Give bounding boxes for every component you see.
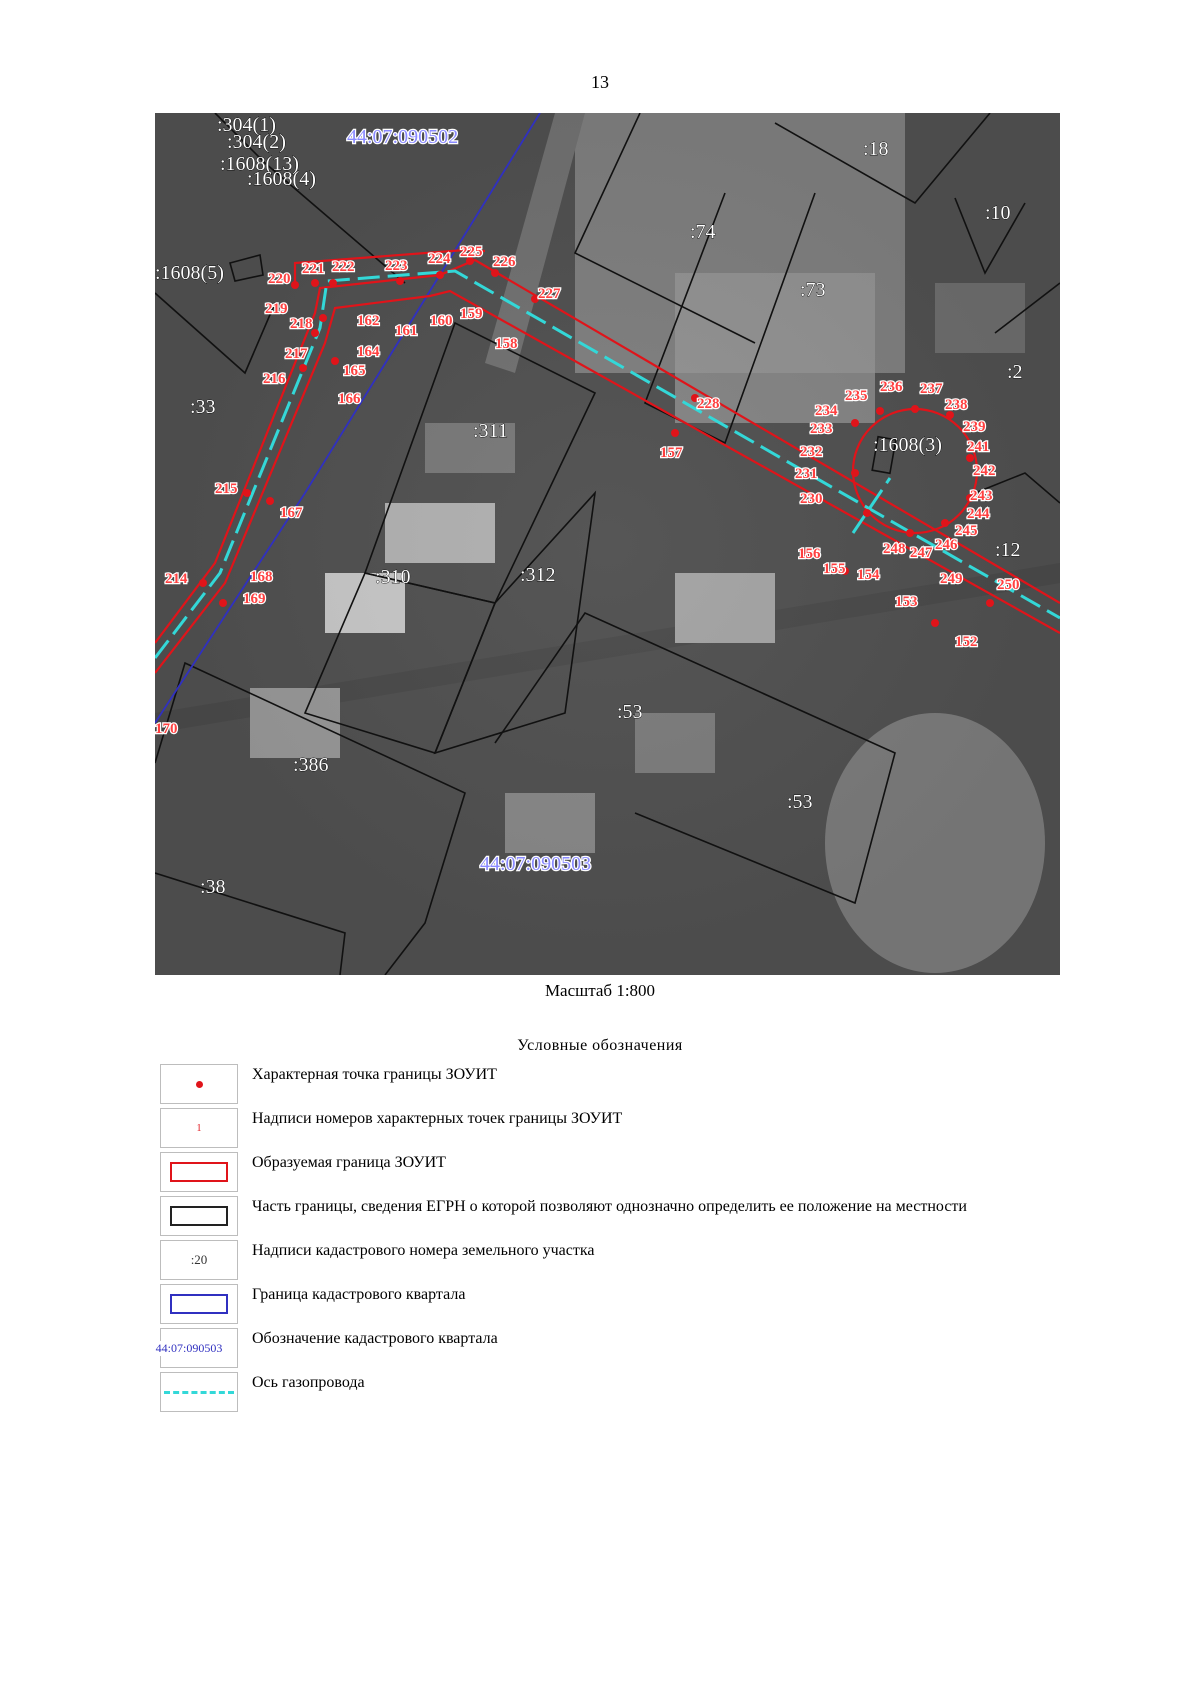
point-marker xyxy=(986,599,994,607)
point-label: 165 xyxy=(343,363,366,379)
legend-symbol-box xyxy=(155,1328,238,1368)
point-marker xyxy=(931,619,939,627)
legend-title: Условные обозначения xyxy=(517,1037,683,1054)
parcel-label: :386 xyxy=(293,754,329,776)
point-label: 221 xyxy=(302,261,325,277)
parcel-label-sample: :20 xyxy=(190,1252,208,1267)
point-label: 227 xyxy=(538,286,561,302)
parcel-label: :74 xyxy=(690,221,716,243)
blue-rect-icon xyxy=(170,1294,228,1314)
point-marker xyxy=(851,469,859,477)
point-label: 220 xyxy=(268,271,291,287)
point-label: 232 xyxy=(800,444,823,460)
point-label: 169 xyxy=(243,591,266,607)
map-scale: Масштаб 1:800 xyxy=(544,981,656,1000)
point-label: 235 xyxy=(845,388,868,404)
point-label: 249 xyxy=(940,571,963,587)
point-label: 156 xyxy=(798,546,821,562)
point-label: 157 xyxy=(660,445,683,461)
parcel-label: :53 xyxy=(617,701,643,723)
point-marker xyxy=(311,279,319,287)
point-label: 219 xyxy=(265,301,288,317)
point-label: 248 xyxy=(883,541,906,557)
parcel-label: :312 xyxy=(520,564,556,586)
point-label: 236 xyxy=(880,379,903,395)
point-label: 155 xyxy=(823,561,846,577)
legend-label: Обозначение кадастрового квартала xyxy=(252,1330,498,1347)
parcel-label: :1608(5) xyxy=(155,262,224,284)
legend-symbol-box xyxy=(160,1064,238,1104)
point-label: 242 xyxy=(973,463,996,479)
legend-item-zone-boundary xyxy=(160,1152,1110,1194)
point-label: 160 xyxy=(430,313,453,329)
point-label: 223 xyxy=(385,258,408,274)
point-label: 222 xyxy=(332,259,355,275)
parcel-label: :33 xyxy=(190,396,216,418)
legend-label: Ось газопровода xyxy=(252,1374,365,1391)
legend-symbol-box xyxy=(160,1372,238,1412)
legend-item-gas-axis xyxy=(160,1372,1110,1414)
point-label: 228 xyxy=(697,396,720,412)
point-label: 166 xyxy=(338,391,361,407)
point-label: 152 xyxy=(955,634,978,650)
point-label: 225 xyxy=(460,244,483,260)
page-number: 13 xyxy=(591,72,609,92)
point-label: 214 xyxy=(165,571,188,587)
parcel-label: :1608(4) xyxy=(247,168,316,190)
point-marker xyxy=(876,407,884,415)
point-label: 216 xyxy=(263,371,286,387)
point-label: 246 xyxy=(935,537,958,553)
point-marker xyxy=(966,454,974,462)
point-label: 237 xyxy=(920,381,943,397)
point-marker xyxy=(396,277,404,285)
parcel-label: :304(2) xyxy=(227,131,286,153)
point-label: 159 xyxy=(460,306,483,322)
point-marker xyxy=(319,314,327,322)
point-label: 245 xyxy=(955,523,978,539)
point-label: 243 xyxy=(970,488,993,504)
legend-symbol-box xyxy=(160,1240,238,1280)
tone-overlay xyxy=(155,113,1060,975)
legend-label: Надписи номеров характерных точек границы ЗОУИТ xyxy=(252,1110,623,1127)
legend-symbol-box xyxy=(160,1284,238,1324)
legend-item-egrn-boundary xyxy=(160,1196,1110,1238)
point-label: 170 xyxy=(155,721,178,737)
legend-symbol-box xyxy=(160,1108,238,1148)
point-marker xyxy=(906,529,914,537)
parcel-label: :38 xyxy=(200,876,226,898)
legend-symbol-box xyxy=(160,1196,238,1236)
point-label: 218 xyxy=(290,316,313,332)
point-label: 167 xyxy=(280,505,303,521)
parcel-label: :18 xyxy=(863,138,889,160)
point-number-sample: 1 xyxy=(196,1122,202,1134)
point-label: 224 xyxy=(428,251,451,267)
point-marker xyxy=(851,419,859,427)
point-marker xyxy=(911,405,919,413)
quarter-label-sample: 44:07:090503 xyxy=(155,1340,223,1355)
gas-line-icon xyxy=(164,1391,234,1394)
map-svg xyxy=(155,113,1060,975)
quarter-label: 44:07:090502 xyxy=(347,126,459,148)
legend-item-parcel-label xyxy=(160,1240,1110,1282)
black-rect-icon xyxy=(170,1206,228,1226)
parcel-label: :2 xyxy=(1007,361,1023,383)
point-label: 234 xyxy=(815,403,838,419)
point-marker xyxy=(863,509,871,517)
legend-item-point-number xyxy=(160,1108,1110,1150)
point-label: 247 xyxy=(910,545,933,561)
legend-label: Характерная точка границы ЗОУИТ xyxy=(252,1066,497,1083)
point-label: 215 xyxy=(215,481,238,497)
parcel-label: :53 xyxy=(787,791,813,813)
point-marker xyxy=(671,429,679,437)
point-marker xyxy=(219,599,227,607)
legend-label: Граница кадастрового квартала xyxy=(252,1286,466,1303)
point-marker xyxy=(329,279,337,287)
point-label: 239 xyxy=(963,419,986,435)
point-marker xyxy=(436,271,444,279)
point-label: 164 xyxy=(357,344,380,360)
point-label: 233 xyxy=(810,421,833,437)
parcel-label: :1608(3) xyxy=(873,434,942,456)
point-label: 226 xyxy=(493,254,516,270)
legend-label: Надписи кадастрового номера земельного участка xyxy=(252,1242,595,1259)
point-label: 244 xyxy=(967,506,990,522)
point-label: 158 xyxy=(495,336,518,352)
quarter-label: 44:07:090503 xyxy=(480,853,592,875)
point-marker xyxy=(299,364,307,372)
parcel-label: :310 xyxy=(375,566,411,588)
point-label: 154 xyxy=(857,567,880,583)
legend-item-quarter-label xyxy=(155,1328,1110,1370)
parcel-label: :304(1) xyxy=(217,114,276,136)
parcel-label: :12 xyxy=(995,539,1021,561)
point-label: 168 xyxy=(250,569,273,585)
legend-label: Образуемая граница ЗОУИТ xyxy=(252,1154,446,1171)
parcel-label: :1608(13) xyxy=(220,153,299,175)
point-marker xyxy=(941,519,949,527)
point-marker xyxy=(291,281,299,289)
point-label: 238 xyxy=(945,397,968,413)
point-label: 241 xyxy=(967,439,990,455)
point-label: 162 xyxy=(357,313,380,329)
point-marker xyxy=(243,489,251,497)
point-label: 230 xyxy=(800,491,823,507)
point-label: 231 xyxy=(795,466,818,482)
parcel-label: :73 xyxy=(800,279,826,301)
point-marker xyxy=(331,357,339,365)
parcel-label: :10 xyxy=(985,202,1011,224)
point-label: 217 xyxy=(285,346,308,362)
parcel-label: :311 xyxy=(473,420,508,442)
red-dot-icon xyxy=(196,1081,203,1088)
red-rect-icon xyxy=(170,1162,228,1182)
legend-item-point xyxy=(160,1064,1110,1106)
legend-label: Часть границы, сведения ЕГРН о которой позволяют однозначно определить ее положение на местности xyxy=(252,1198,967,1215)
cadastral-map[interactable] xyxy=(155,113,1060,975)
point-label: 250 xyxy=(997,577,1020,593)
legend-symbol-box xyxy=(160,1152,238,1192)
point-marker xyxy=(491,269,499,277)
point-label: 161 xyxy=(395,323,418,339)
point-marker xyxy=(266,497,274,505)
point-marker xyxy=(199,579,207,587)
legend-item-quarter-boundary xyxy=(160,1284,1110,1326)
point-label: 153 xyxy=(895,594,918,610)
